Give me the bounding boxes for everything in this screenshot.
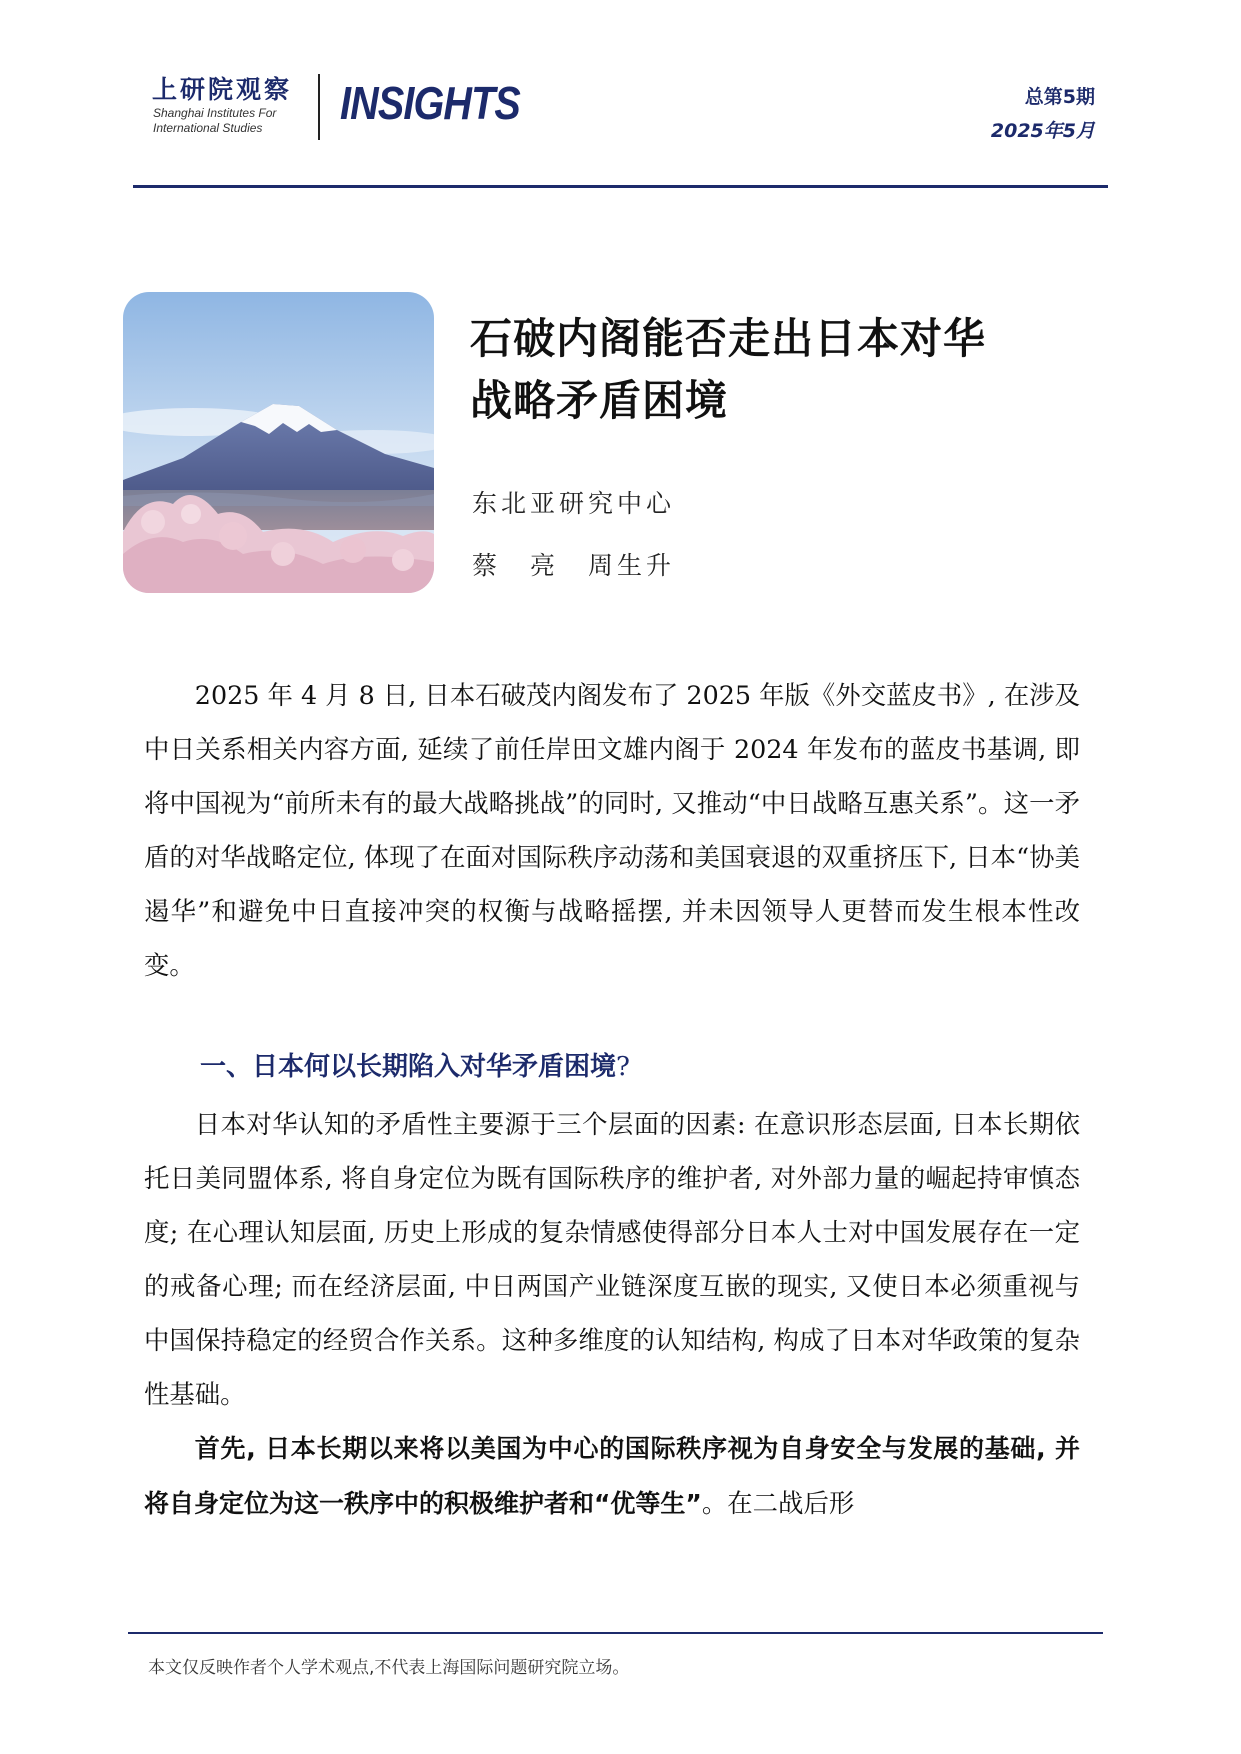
section-heading-text: 一、日本何以长期陷入对华矛盾困境 xyxy=(200,1052,617,1082)
paragraph-bold-text: 首先, 日本长期以来将以美国为中心的国际秩序视为自身安全与发展的基础, 并将自身定位为这一秩序中的积极维护者和“优等生” xyxy=(144,1434,1080,1518)
logo-english-line2: International Studies xyxy=(153,121,263,135)
title-line-2: 战略矛盾困境 xyxy=(470,376,729,425)
logo-divider xyxy=(318,74,320,140)
body-paragraph-2 xyxy=(144,1097,1080,1421)
article-title xyxy=(470,308,1090,432)
mount-fuji-image xyxy=(123,292,434,593)
brand-title: INSIGHTS xyxy=(340,77,520,129)
research-center: 东北亚研究中心 xyxy=(472,489,676,518)
issue-date: 2025年5月 xyxy=(990,120,1095,142)
paragraph-text xyxy=(144,1421,1080,1531)
logo-english xyxy=(153,106,276,136)
logo-chinese: 上研院观察 xyxy=(152,75,293,104)
section-heading-1 xyxy=(200,1046,630,1083)
title-line-1: 石破内阁能否走出日本对华 xyxy=(470,314,987,363)
cover-photo xyxy=(123,292,434,593)
paragraph-text: 日本对华认知的矛盾性主要源于三个层面的因素: 在意识形态层面, 日本长期依托日美同盟体系, 将自身定位为既有国际秩序的维护者, 对外部力量的崛起持审慎态度; 在心理认知层面, 历史上形成的复杂情感使得部分日本人士对中国发展存在一定的戒备心理; 而在经济层面, 中日两国产业链深度互嵌的现实, 又使日本必须重视与中国保持稳定的经贸合作关系。这种多维度的认知结构, 构成了日本对华政策的复杂性基础。 xyxy=(144,1109,1080,1409)
header-rule xyxy=(133,185,1108,188)
authors: 蔡 亮 周生升 xyxy=(472,551,676,580)
paragraph-rest-text: 。在二战后形 xyxy=(701,1488,855,1518)
section-heading-mark: ? xyxy=(616,1052,630,1082)
footer-rule xyxy=(128,1632,1103,1634)
body-paragraph-1 xyxy=(144,668,1080,992)
issue-info xyxy=(991,80,1095,148)
issue-number: 总第5期 xyxy=(1024,86,1095,108)
footer-disclaimer: 本文仅反映作者个人学术观点,不代表上海国际问题研究院立场。 xyxy=(148,1658,630,1678)
logo-english-line1: Shanghai Institutes For xyxy=(153,106,277,120)
body-paragraph-3 xyxy=(144,1421,1080,1531)
paragraph-text: 2025 年 4 月 8 日, 日本石破茂内阁发布了 2025 年版《外交蓝皮书》, 在涉及中日关系相关内容方面, 延续了前任岸田文雄内阁于 2024 年发布的蓝皮书基调, 即将中国视为“前所未有的最大战略挑战”的同时, 又推动“中日战略互惠关系”。这一矛盾的对华战略定位, 体现了在面对国际秩序动荡和美国衰退的双重挤压下, 日本“协美遏华”和避免中日直接冲突的权衡与战略摇摆, 并未因领导人更替而发生根本性改变。 xyxy=(144,680,1080,980)
